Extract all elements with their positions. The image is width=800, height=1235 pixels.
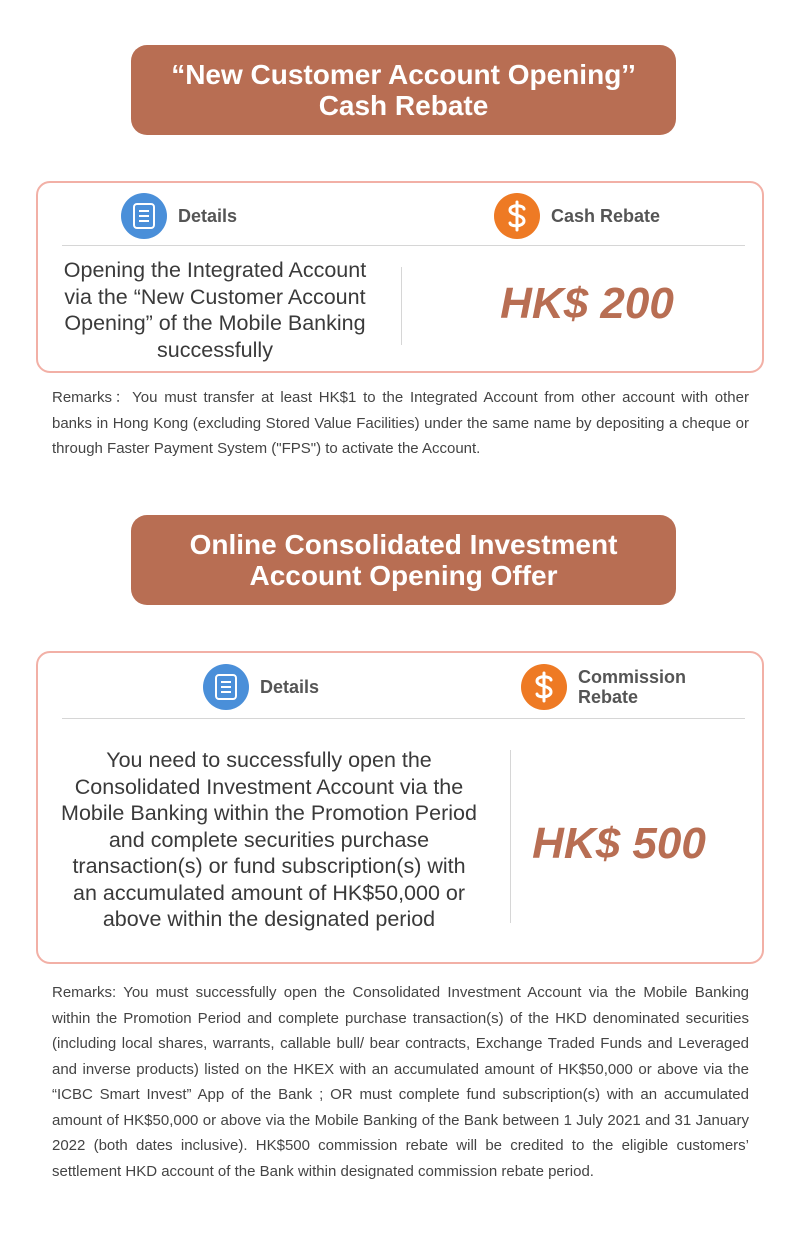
cash-rebate-label: Cash Rebate <box>551 206 661 226</box>
column-divider <box>401 267 402 345</box>
remarks-section2: Remarks: You must successfully open the Consolidated Investment Account via the Mobile Banking within the Promotion Period and complete purchase transaction(s) of the HKD denominated securities (including local shares, warrants, callable bull/ bear contracts, Exchange Traded Funds and Leveraged and inverse products) listed on the HKEX with an accumulated amount of HK$50,000 or above via the “ICBC Smart Invest” App of the Bank ; OR must complete fund subscription(s) with an accumulated amount of HK$50,000 or above via the Mobile Banking of the Bank between 1 July 2021 and 31 January 2022 (both dates inclusive). HK$500 commission rebate will be credited to the eligible customers’ settlement HKD account of the Bank within designated commission rebate period. <box>52 984 749 1180</box>
banner-title-line2: Account Opening Offer <box>249 560 558 591</box>
commission-rebate-label <box>578 667 686 707</box>
details-text: You need to successfully open the Consolidated Investment Account via the Mobile Banking within the Promotion Period and complete securities purchase transaction(s) or fund subscription(s) with an accumulated amount of HK$50,000 or above within the designated period <box>61 748 477 931</box>
details-header <box>121 193 237 239</box>
banner-title-line1: Online Consolidated Investment <box>189 529 618 560</box>
header-divider <box>62 718 745 719</box>
commission-rebate-label-line1: Commission <box>578 667 687 687</box>
cash-rebate-amount: HK$ 200 <box>500 279 674 328</box>
new-customer-banner <box>131 45 676 135</box>
document-icon <box>121 193 167 239</box>
commission-rebate-header <box>521 664 686 710</box>
commission-rebate-label-line2: Rebate <box>578 687 639 707</box>
cash-rebate-card <box>36 181 764 373</box>
dollar-icon <box>494 193 540 239</box>
document-icon <box>203 664 249 710</box>
commission-rebate-card <box>36 651 764 964</box>
dollar-icon <box>521 664 567 710</box>
details-label: Details <box>178 206 238 226</box>
commission-rebate-amount: HK$ 500 <box>532 819 706 868</box>
remarks-section1: Remarks：You must transfer at least HK$1 to the Integrated Account from other account with other banks in Hong Kong (excluding Stored Value Facilities) under the same name by depositing a cheque or through Faster Payment System ("FPS") to activate the Account. <box>52 389 749 457</box>
details-text: Opening the Integrated Account via the “New Customer Account Opening” of the Mobile Banking successfully <box>63 258 367 362</box>
banner-title-line2: Cash Rebate <box>318 90 489 121</box>
cash-rebate-header <box>494 193 660 239</box>
details-label: Details <box>260 677 320 697</box>
details-header <box>203 664 319 710</box>
banner-title-line1: “New Customer Account Opening’’ <box>171 59 636 90</box>
column-divider <box>510 750 511 923</box>
investment-offer-banner <box>131 515 676 605</box>
header-divider <box>62 245 745 246</box>
